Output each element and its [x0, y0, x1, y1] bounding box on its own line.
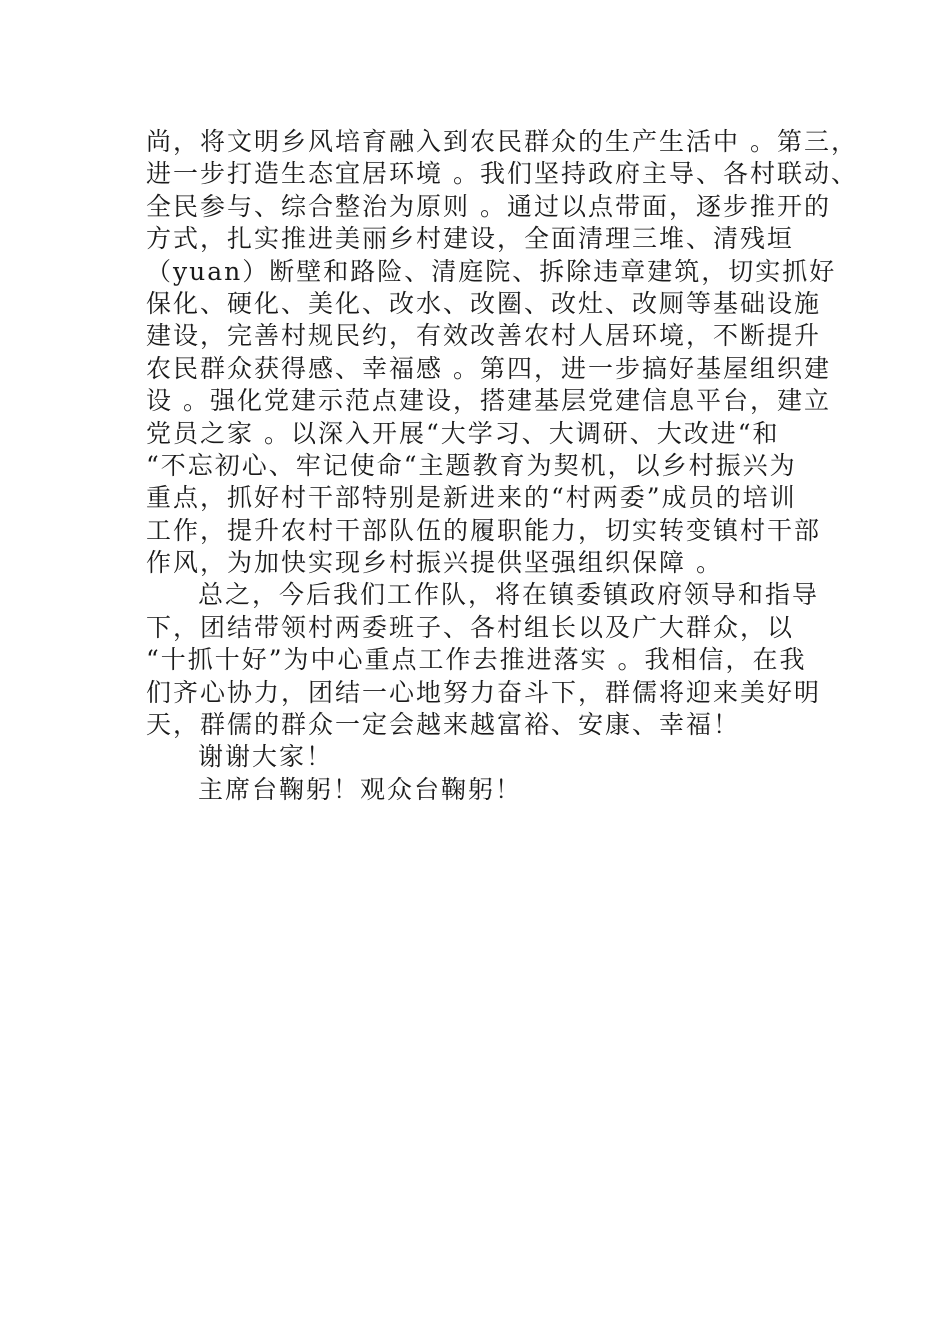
text-line: 全民参与、综合整治为原则 。通过以点带面，逐步推开的 — [146, 191, 831, 221]
text-line: 设 。强化党建示范点建设，搭建基层党建信息平台，建立 — [146, 386, 831, 416]
text-line: 尚，将文明乡风培育融入到农民群众的生产生活中 。第三， — [146, 127, 858, 156]
text-line: 保化、硬化、美化、改水、改圈、改灶、改厕等基础设施 — [146, 288, 822, 318]
text-line: 重点，抓好村干部特别是新进来的“村两委”成员的培训 — [146, 483, 797, 513]
text-line: “不忘初心、牢记使命“主题教育为契机，以乡村振兴为 — [146, 450, 797, 480]
text-line: 们齐心协力，团结一心地努力奋斗下，群儒将迎来美好明 — [146, 677, 822, 707]
text-line: 方式，扎实推进美丽乡村建设，全面清理三堆、清残垣 — [146, 224, 795, 254]
text-line: 建设，完善村规民约，有效改善农村人居环境，不断提升 — [146, 321, 822, 351]
text-line: 进一步打造生态宜居环境 。我们坚持政府主导、各村联动、 — [146, 159, 858, 189]
paragraph-start-line: 总之，今后我们工作队，将在镇委镇政府领导和指导 — [198, 580, 820, 610]
text-line: 作风，为加快实现乡村振兴提供坚强组织保障 。 — [146, 548, 723, 578]
text-line: 党员之家 。以深入开展“大学习、大调研、大改进“和 — [146, 418, 780, 448]
text-line: “十抓十好”为中心重点工作去推进落实 。我相信，在我 — [146, 645, 807, 675]
closing-thanks: 谢谢大家！ — [198, 742, 334, 772]
body-text — [146, 126, 858, 806]
text-line: （yuan）断壁和路险、清庭院、拆除违章建筑，切实抓好 — [146, 256, 837, 286]
text-line: 下，团结带领村两委班子、各村组长以及广大群众，以 — [146, 612, 795, 642]
text-line: 农民群众获得感、幸福感 。第四，进一步搞好基屋组织建 — [146, 353, 831, 383]
text-line: 工作，提升农村干部队伍的履职能力，切实转变镇村干部 — [146, 515, 822, 545]
text-line: 天，群儒的群众一定会越来越富裕、安康、幸福！ — [146, 710, 741, 740]
closing-bow: 主席台鞠躬！观众台鞠躬！ — [198, 774, 523, 804]
